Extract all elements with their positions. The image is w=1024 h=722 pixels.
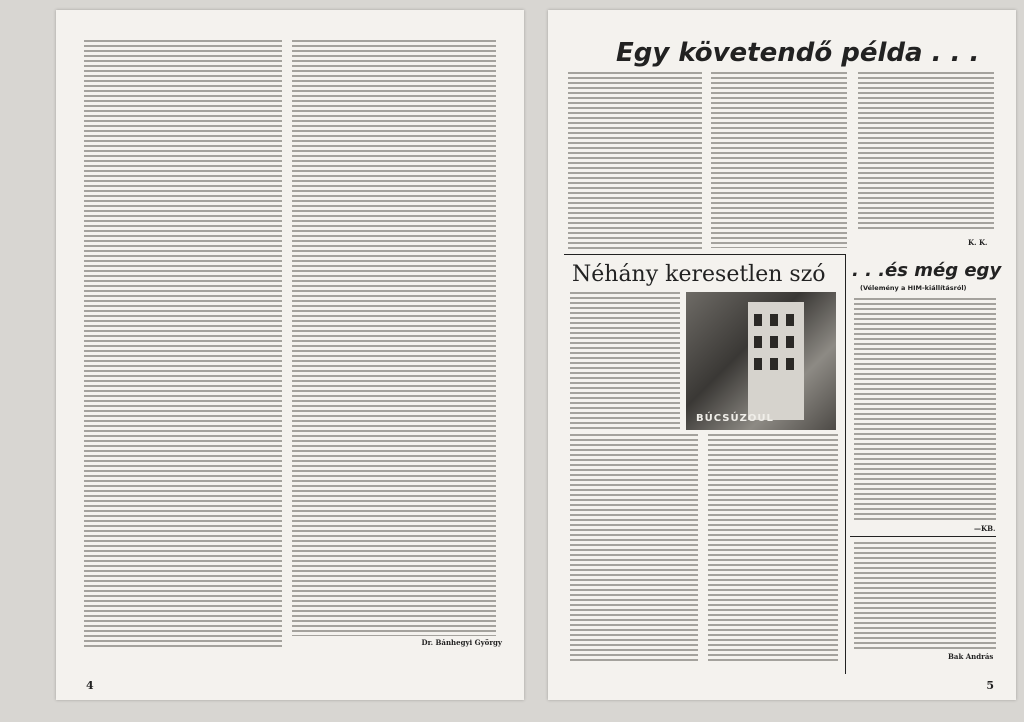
divider bbox=[845, 254, 846, 674]
article-signature: Dr. Bánhegyi György bbox=[421, 638, 502, 647]
article-signature: Bak András bbox=[948, 652, 994, 661]
right-page bbox=[548, 10, 1016, 700]
divider bbox=[850, 536, 996, 537]
article-signature: —KB. bbox=[974, 524, 996, 533]
article-title: . . .és még egy bbox=[852, 260, 1002, 281]
divider bbox=[564, 254, 846, 255]
second-article-column-2 bbox=[708, 434, 838, 662]
photo-caption: BÚCSÚZOUL bbox=[696, 413, 774, 424]
second-article-column-1 bbox=[570, 434, 698, 662]
second-article-intro bbox=[570, 292, 680, 430]
page-number: 5 bbox=[986, 679, 994, 692]
article-title: Néhány keresetlen szó bbox=[572, 262, 826, 287]
main-article-column-3 bbox=[858, 72, 994, 230]
left-page-column-1 bbox=[84, 40, 282, 648]
left-page bbox=[56, 10, 524, 700]
bottom-article-column bbox=[854, 542, 996, 650]
building-photo bbox=[686, 292, 836, 430]
article-subtitle: (Vélemény a HIM-kiállításról) bbox=[860, 284, 967, 292]
magazine-spread bbox=[56, 10, 1016, 700]
side-article-column bbox=[854, 298, 996, 520]
left-page-column-2 bbox=[292, 40, 496, 636]
main-article-column-2 bbox=[711, 72, 847, 248]
page-number: 4 bbox=[86, 679, 94, 692]
main-article-column-1 bbox=[568, 72, 702, 250]
article-signature: K. K. bbox=[968, 238, 988, 247]
article-title: Egy követendő példa . . . bbox=[616, 38, 980, 68]
